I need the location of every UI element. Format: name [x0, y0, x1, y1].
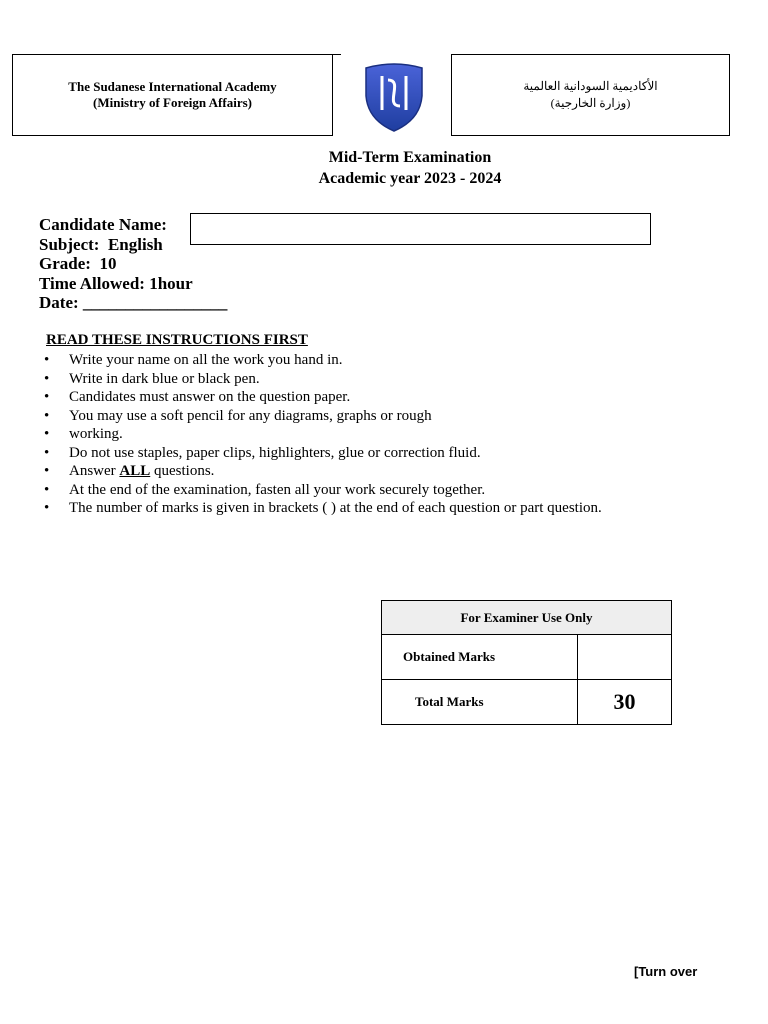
instruction-item: • working.: [44, 425, 604, 444]
academy-shield-logo: [344, 58, 444, 136]
candidate-name-field[interactable]: [190, 213, 651, 245]
instruction-item: [44, 462, 604, 481]
turn-over-note: [Turn over: [634, 964, 698, 979]
school-name-line: The Sudanese International Academy: [68, 79, 277, 94]
exam-title: Mid-Term Examination: [328, 149, 492, 166]
time-line: [39, 274, 227, 294]
academic-year: Academic year 2023 - 2024: [318, 170, 502, 187]
grade-label: Grade:: [39, 254, 91, 274]
instruction-item: • Candidates must answer on the question paper.: [44, 388, 604, 407]
obtained-marks-field[interactable]: [578, 635, 672, 680]
instruction-item: • Write in dark blue or black pen.: [44, 370, 604, 389]
total-marks-label: Total Marks: [382, 680, 578, 725]
subject-label: Subject:: [39, 234, 100, 254]
school-name-english: [12, 54, 333, 136]
date-blank[interactable]: _________________: [82, 293, 228, 313]
school-name-arabic: [451, 54, 730, 136]
date-label: Date:: [39, 293, 79, 313]
total-marks-row: [382, 680, 672, 725]
grade-value: 10: [99, 254, 117, 274]
instructions-heading: READ THESE INSTRUCTIONS FIRST: [46, 332, 308, 348]
candidate-name-label: Candidate Name:: [39, 215, 167, 234]
instructions-list: [44, 351, 604, 526]
instruction-item: • The number of marks is given in brackets ( ) at the end of each question or part question.: [44, 499, 604, 518]
obtained-marks-row: [382, 635, 672, 680]
examiner-heading: For Examiner Use Only: [382, 601, 672, 635]
answer-all-tail: questions.: [150, 463, 215, 479]
instruction-item: • You may use a soft pencil for any diagrams, graphs or rough: [44, 407, 604, 426]
school-name-arabic-line: الأكاديمية السودانية العالمية: [523, 79, 658, 93]
examiner-use-table: [381, 600, 672, 725]
time-value: 1hour: [149, 273, 193, 293]
instruction-item: • Do not use staples, paper clips, highlighters, glue or correction fluid.: [44, 444, 604, 463]
instruction-item: • At the end of the examination, fasten all your work securely together.: [44, 481, 604, 500]
answer-all-emphasis: ALL: [119, 463, 151, 479]
subject-value: English: [107, 234, 163, 254]
time-label: Time Allowed:: [39, 273, 145, 293]
instruction-item: • Write your name on all the work you hand in.: [44, 351, 604, 370]
total-marks-value: 30: [578, 680, 672, 725]
date-line: [39, 293, 227, 313]
ministry-arabic-line: (وزارة الخارجية): [550, 96, 631, 110]
answer-label: Answer: [69, 463, 116, 479]
obtained-marks-label: Obtained Marks: [382, 635, 578, 680]
ministry-line: (Ministry of Foreign Affairs): [93, 95, 252, 110]
header-divider: [333, 54, 341, 55]
grade-line: [39, 254, 227, 274]
